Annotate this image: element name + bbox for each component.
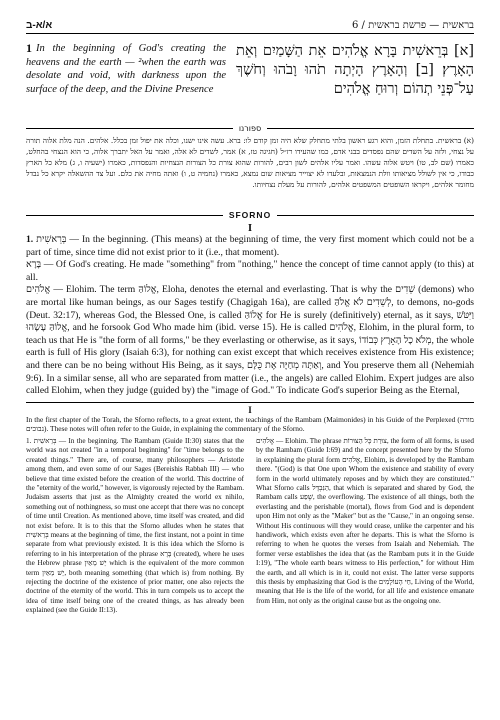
notes-col2-text: אֱלֹהִים — Elohim. The phrase צוּרַת כָּל הַצּוּרוֹת, the form of all forms, is used by the Rambam (Guide I:69) and the concept presented here by the Sforno in explaining the plural form אֱלֹהִים, Elohim, is developed by the Rambam there. "(God) is that One upon Whom the existence and stability of every form in the world ultimately reposes and by which they are constituted." What Sforno calls הַנִּבְדָּל, that which is separated and shared by God, the Rambam calls שֶׁפַע, the overflowing. The existence of all things, both the everlasting and the perishable (mortal), flows from God and is dependent upon Him not only as the "Maker" but as the "Cause," in an ongoing sense. Without His continuous will they would cease, unlike the carpenter and his handiwork, which exists even after he departs. This is what the Sforno is referring to when he quotes the verses from Isaiah and Nehemiah. The former verse establishes the idea that (as the Rambam puts it in the Guide I:19), "The whole earth bears witness to His perfection," for without Him the earth, and all which is in it, could not exist. The latter verse supports this thesis by emphasizing that God is the חַי הָעוֹלָמִים, Living of the World, meaning that He is the life of the world, for all life and existence emanate from Him, not only as the original cause but as the ongoing one. bbox=[256, 436, 475, 605]
verse-english-text: In the beginning of God's creating the heavens and the earth — ²when the earth was desolate and void, with darkness upon the surface of the deep, and the Divine Presence bbox=[26, 43, 226, 95]
rashi-label: ספורנו bbox=[238, 124, 262, 133]
sforno-label: SFORNO bbox=[228, 210, 272, 220]
page bbox=[26, 20, 474, 616]
notes-section-number: I bbox=[248, 404, 252, 415]
verse-english bbox=[26, 42, 226, 122]
sforno-verse-number: 1. bbox=[26, 234, 34, 245]
notes-rule bbox=[26, 402, 474, 403]
hebrew-commentary: (א) בראשית. בתחלת הזמן, והוא רגע ראשון בלתי מתחלק שלא היה זמן קודם לו: ברא. עשה אינו ישנו, וכלה את יפול זמן בכלל. אלהים. הנה מלת אלוה תורה על נצחי, ולזה על השדים שהם נפסדים בבני אדם, כמו שהעידו רז״ל (חגיגה טז, א) אמר, לשדים לא אלה, ואמר על האל יתברך אלוה, כי הוא הנצחי בהחלט, כאמרו (שם לב, טו) ויטש אלוה עשהו. ואמר עליו אלהים לשון רבים, להורות שהוא צורת כל הצורות הנצחיות והנפסדות, כאמרו (ישעיה ו, ג) מלא כל הארץ כבודו, כי אין לשולל מציאותו וולת הנמצאות, ובלעדו לא יצוייר מציאות שום נמצא, כאמרו (נחמיה ט, ו) ואתה מחיה את כלם. ועל צד ההשאלה יקרא כל נבדל מחומר אלהים, ויקראו השופטים המשפטים אלהים, להורות על מעלת נצחיותו. bbox=[26, 136, 474, 189]
sforno-para-2: בָּרָא — Of God's creating. He made "something" from "nothing," hence the concept of time cannot apply (to this) at all. bbox=[26, 259, 474, 283]
notes-column-right bbox=[256, 437, 474, 616]
sforno-para-3: אֱלֹהִים — Elohim. The term אֱלוֹהַּ, Eloha, denotes the eternal and everlasting. That is why the שֵׁדִים (demons) who are mortal like human beings, as our Sages testify (Chagigah 16a), are called לְשֵׁדִים לֹא אֱלֹהַּ, to demons, no-gods (Deut. 32:17), whereas God, the Blessed One, is called אֱלוֹהַּ for He is surely (definitively) eternal, as it says, וַיִּטֹּשׁ אֱלוֹהַּ עָשָׂהוּ, and he forsook God Who made him (ibid. verse 15). He is called אֱלֹהִים, Elohim, in the plural form, to teach us that He is "the form of all forms," be they everlasting or otherwise, as it says, מְלֹא כָל הָאָרֶץ כְּבוֹדוֹ, the whole earth is full of His glory (Isaiah 6:3), for nothing can exist except that which receives existence from His existence; and there can be no being without His Being, as it says, וְאַתָּה מְחַיֶּה אֶת כֻּלָּם, and You preserve them all (Nehemiah 9:6). In a similar sense, all who are separated from matter (i.e., the angels) are called Elohim. Expert judges are also called Elohim, when they judge (guided by) the "image of God." To indicate God's superior Being as the Eternal, bbox=[26, 284, 475, 397]
notes-intro bbox=[26, 415, 474, 434]
notes-intro-text: In the first chapter of the Torah, the Sforno reflects, to a great extent, the teachings of the Rambam (Maimonides) in his Guide of the Perplexed (מורה נבוכים). These notes will often refer to the Guide, in explaining the commentary of the Sforno. bbox=[26, 414, 474, 434]
verse-hebrew: [א] בְּרֵאשִׁית בָּרָא אֱלֹהִים אֵת הַשָּׁמַיִם וְאֵת הָאָרֶץ׃ [ב] וְהָאָרֶץ הָיְתָה תֹהוּ וָבֹהוּ וְחֹשֶׁךְ עַל־פְּנֵי תְהוֹם וְרוּחַ אֱלֹהִים bbox=[236, 43, 474, 97]
sforno-commentary bbox=[26, 234, 474, 398]
sforno-divider bbox=[26, 210, 474, 220]
running-header bbox=[26, 20, 474, 34]
sforno-para-1: בְּרֵאשִׁית — In the beginning. (This means) at the beginning of time, the very first moment which could not be a part of time, since time did not exist prior to it (i.e., that moment). bbox=[26, 234, 475, 258]
verse-block bbox=[26, 42, 474, 122]
sforno-section-number: I bbox=[247, 222, 253, 234]
header-chapter-ref: א/א-ב bbox=[26, 20, 53, 31]
notes-columns bbox=[26, 437, 474, 616]
header-page-title: 6 / בראשית — פרשת בראשית bbox=[351, 20, 474, 31]
rashi-divider bbox=[26, 124, 474, 133]
notes-col1-text: 1. בְּרֵאשִׁית — In the beginning. The Rambam (Guide II:30) states that the world was not created "in a temporal beginning" for "time belongs to the created things." There are, of course, many philosophers — Aristotle among them, and even some of our Sages (Bereishis Rabbah III) — who believe that time existed before the creation of the world. This doctrine of the "eternity of the world," however, is vigorously rejected by the Rambam. Judaism asserts that just as the Almighty created the world ex nihilo, something out of nothingness, so must one accept that there was no concept of time until Creation. As mentioned above, time itself was created, and did not exist before. It is to this that the Sforno alludes when he states that בְּרֵאשִׁית means at the beginning of time, the first instant, not a point in time separate from what previously existed. It is this idea which the Sforno is referring to in his interpretation of the phrase בָּרָא (created), where he uses the Hebrew phrase יֵשׁ מֵאַיִן which is the equivalent of the more common term יֵשׁ מֵאַיִן, both meaning something (that which is) from nothing. By rejecting the doctrine of the existence of prior matter, one also rejects the doctrine of the eternity of the world. This in turn compels us to accept the idea of time itself being one of the created things, as has already been explained (see the Guide II:13). bbox=[26, 436, 245, 615]
verse-number: 1 bbox=[26, 41, 32, 55]
notes-column-left bbox=[26, 437, 244, 616]
